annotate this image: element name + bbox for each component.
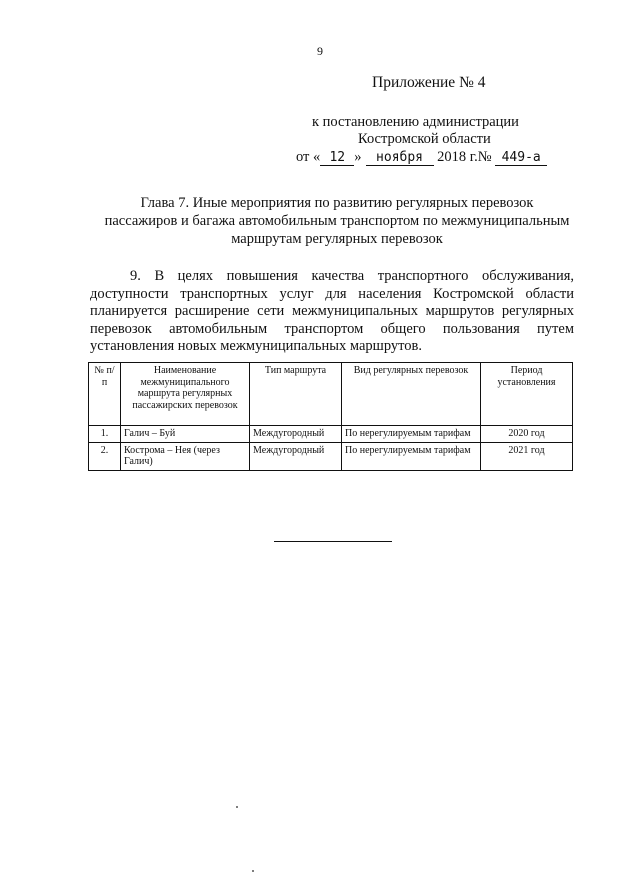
cell-route-type: Междугородный [250,426,342,443]
cell-route-name: Кострома – Нея (через Галич) [121,442,250,470]
chapter-title-line: маршрутам регулярных перевозок [231,231,443,247]
paragraph-line: 9. В целях повышения качества транспортного обслуживания, [130,268,574,284]
signature-rule [274,541,392,542]
chapter-title [90,194,584,248]
date-month-field [366,150,434,166]
cell-transport-kind: По нерегулируемым тарифам [342,442,481,470]
resolution-date-line [296,149,547,166]
resolution-number-field [495,150,547,166]
chapter-title-line: пассажиров и багажа автомобильным транспортом по межмуниципальным [104,213,570,229]
header-cell-period: Период установления [481,363,573,426]
table-row [89,426,573,443]
cell-num: 2. [89,442,121,470]
resolution-line: к постановлению администрации [312,114,519,130]
date-year: 2018 г.№ [437,149,492,165]
paragraph-line: перевозок автомобильным транспортом общего пользования путем [90,320,574,337]
scan-speck [252,870,254,872]
appendix-title: Приложение № 4 [372,74,486,91]
routes-table [88,362,573,471]
paragraph-line: планируется расширение сети межмуниципальных маршрутов регулярных [90,303,574,319]
date-mid: » [354,149,362,165]
cell-period: 2020 год [481,426,573,443]
paragraph-line: доступности транспортных услуг для населения Костромской области [90,285,574,302]
cell-transport-kind: По нерегулируемым тарифам [342,426,481,443]
cell-route-name: Галич – Буй [121,426,250,443]
date-prefix: от « [296,149,321,165]
scan-speck [236,806,238,808]
table-row [89,442,573,470]
page-number: 9 [317,44,323,58]
date-day: 12 [329,150,346,165]
date-day-field [320,150,354,166]
resolution-line: Костромской области [358,131,491,147]
paragraph-line: установления новых межмуниципальных маршрутов. [90,338,423,354]
chapter-title-line: Глава 7. Иные мероприятия по развитию регулярных перевозок [140,195,534,211]
header-cell-kind: Вид регулярных перевозок [342,363,481,426]
header-cell-type: Тип маршрута [250,363,342,426]
header-cell-name: Наименование межмуниципального маршрута регулярных пассажирских перевозок [121,363,250,426]
body-paragraph [90,268,574,356]
cell-period: 2021 год [481,442,573,470]
table-header-row [89,363,573,426]
resolution-number: 449-а [501,150,541,165]
cell-num: 1. [89,426,121,443]
date-month: ноября [376,150,424,165]
header-cell-num: № п/п [89,363,121,426]
cell-route-type: Междугородный [250,442,342,470]
